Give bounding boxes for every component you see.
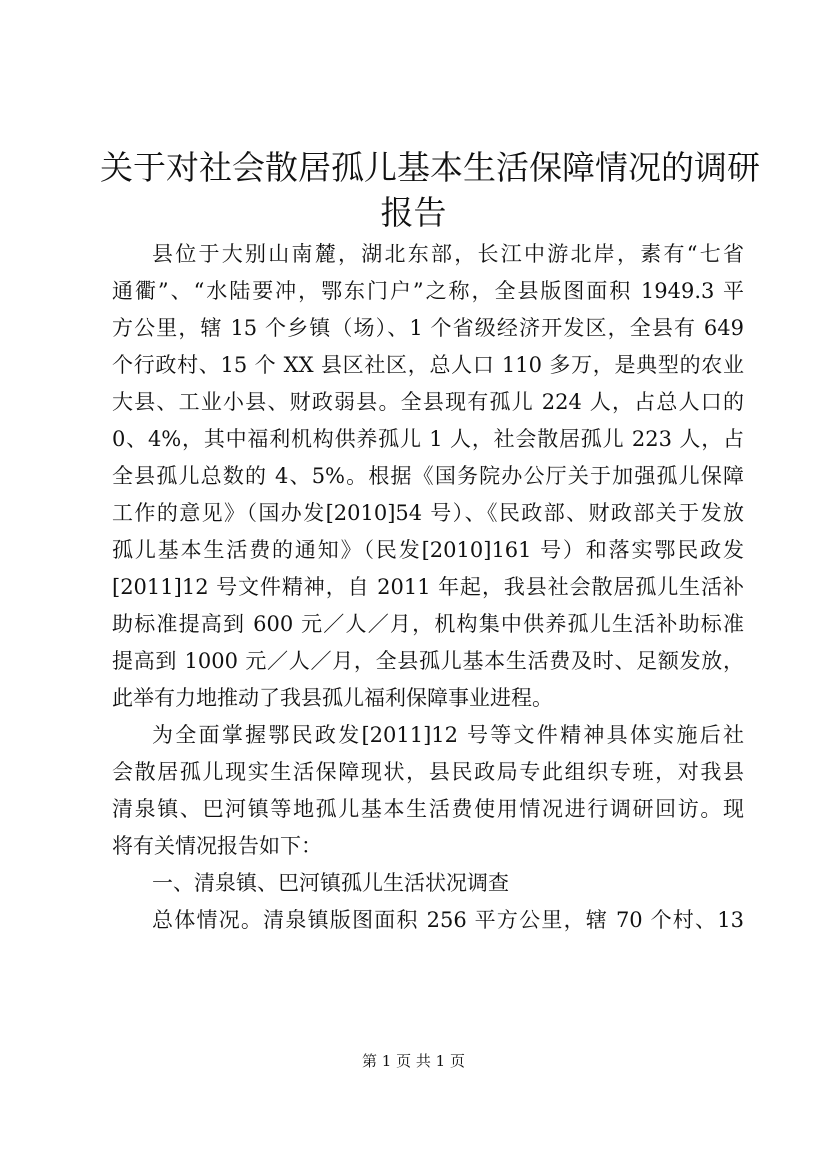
body-line: 清泉镇、巴河镇等地孤儿基本生活费使用情况进行调研回访。现 [112,797,744,821]
document-title-line-1: 关于对社会散居孤儿基本生活保障情况的调研 [100,148,760,187]
body-line: 工作的意见》（国办发[2010]54 号）、《民政部、财政部关于发放 [112,501,744,525]
body-line: 孤儿基本生活费的通知》（民发[2010]161 号）和落实鄂民政发 [112,538,744,562]
body-line: 总体情况。清泉镇版图面积 256 平方公里，辖 70 个村、13 [152,908,744,932]
body-line: 会散居孤儿现实生活保障现状，县民政局专此组织专班，对我县 [112,760,744,784]
body-line: 全县孤儿总数的 4、5%。根据《国务院办公厅关于加强孤儿保障 [112,464,744,488]
body-line: 0、4%，其中福利机构供养孤儿 1 人，社会散居孤儿 223 人，占 [112,427,744,451]
body-line: 县位于大别山南麓，湖北东部，长江中游北岸，素有“七省 [152,242,744,266]
document-body [112,236,744,939]
body-line: 方公里，辖 15 个乡镇（场）、1 个省级经济开发区，全县有 649 [112,316,744,340]
body-line: 将有关情况报告如下： [112,834,322,858]
body-line: 此举有力地推动了我县孤儿福利保障事业进程。 [112,686,553,710]
body-line: 通衢”、“水陆要冲，鄂东门户”之称，全县版图面积 1949.3 平 [112,279,744,303]
body-line: 大县、工业小县、财政弱县。全县现有孤儿 224 人，占总人口的 [112,390,744,414]
body-line: [2011]12 号文件精神，自 2011 年起，我县社会散居孤儿生活补 [112,575,744,599]
body-line: 个行政村、15 个 XX 县区社区，总人口 110 多万，是典型的农业 [112,353,744,377]
body-line: 助标准提高到 600 元／人／月，机构集中供养孤儿生活补助标准 [112,612,744,636]
body-line: 为全面掌握鄂民政发[2011]12 号等文件精神具体实施后社 [152,723,744,747]
page-footer: 第 1 页 共 1 页 [362,1052,465,1070]
body-line: 一、清泉镇、巴河镇孤儿生活状况调查 [152,871,509,895]
body-line: 提高到 1000 元／人／月，全县孤儿基本生活费及时、足额发放， [112,649,744,673]
document-title-line-2: 报告 [380,193,447,232]
